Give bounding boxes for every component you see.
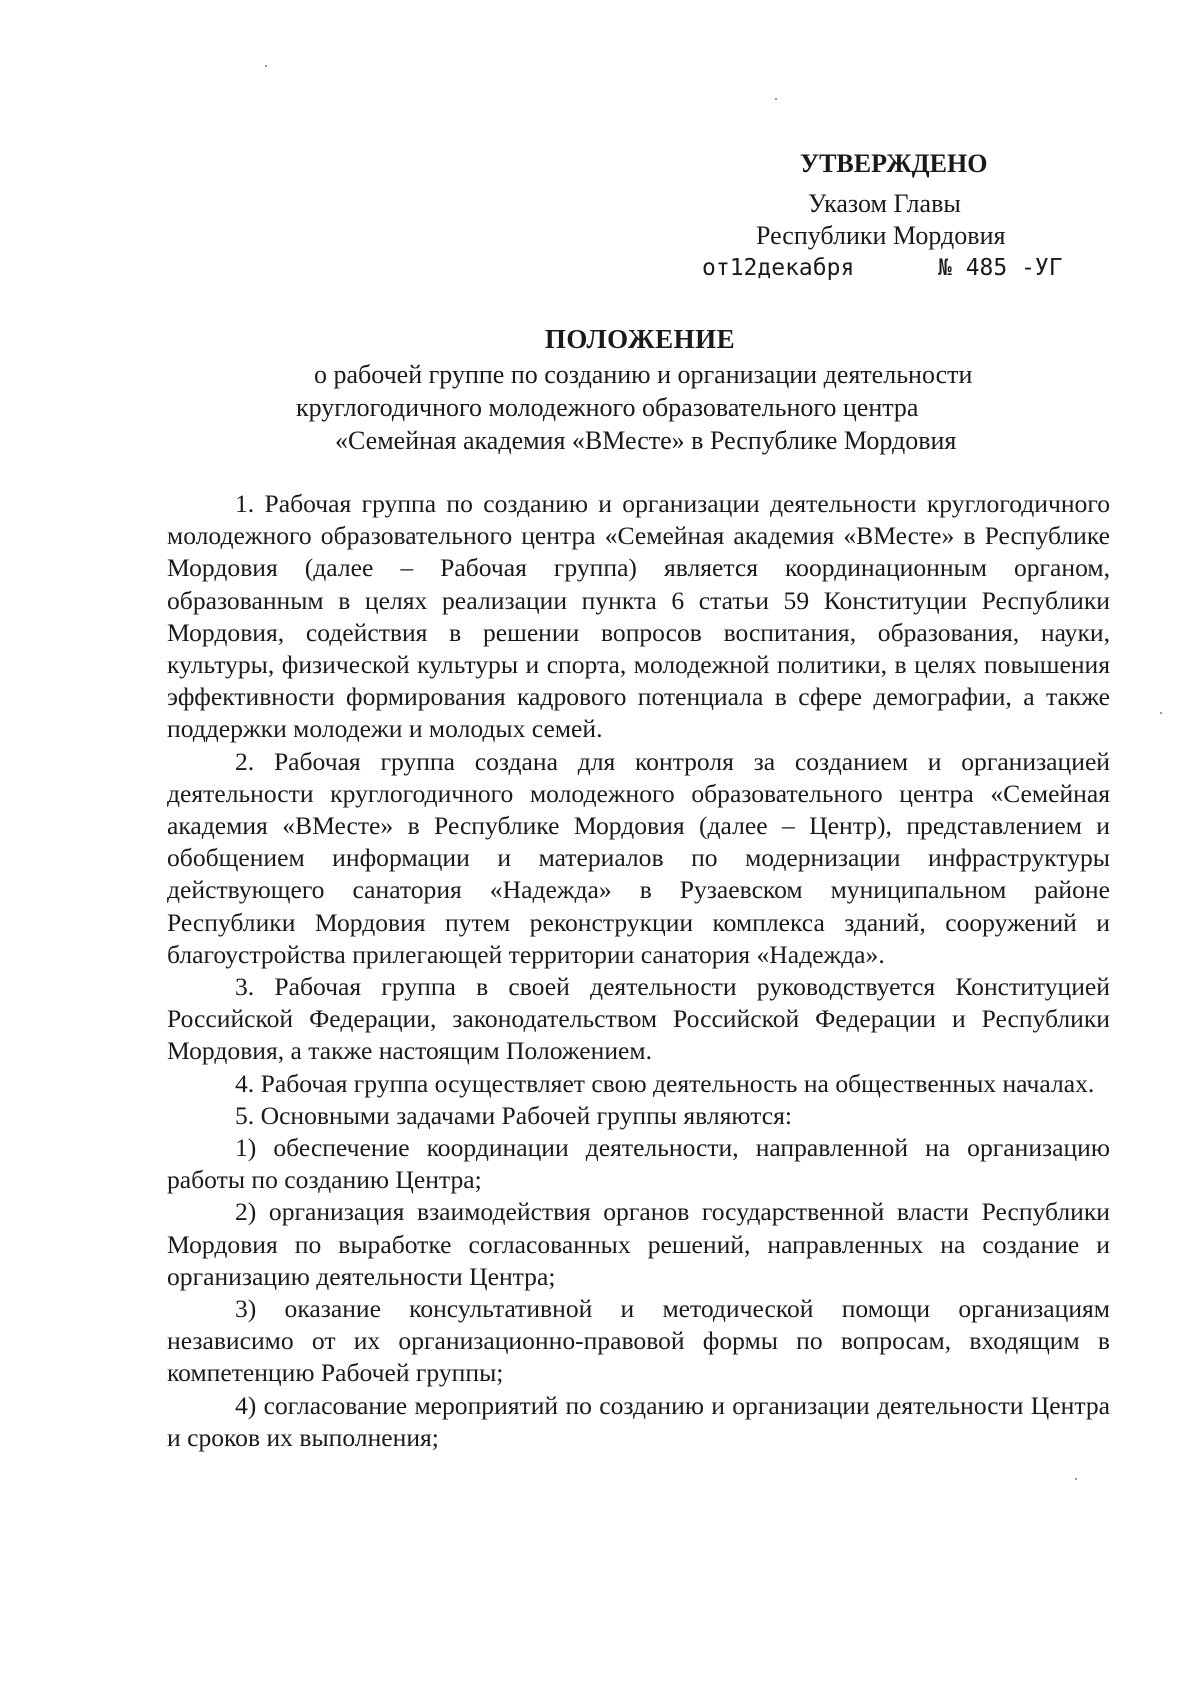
decree-line: Указом Главы [808,189,961,218]
scan-speck [1160,712,1162,714]
decree-number: № 485 -УГ [938,255,1063,281]
task-item-4: 4) согласование мероприятий по созданию и организации деятельности Центра и сроков их выполнения; [167,1390,1110,1452]
task-item-3: 3) оказание консультативной и методической помощи организациям независимо от их организационно-правовой формы по вопросам, входящим в компетенцию Рабочей группы; [167,1294,1110,1388]
paragraph-3: 3. Рабочая группа в своей деятельности руководствуется Конституцией Российской Федерации, законодательством Российской Федерации и Республики Мордовия, а также настоящим Положением. [167,972,1110,1066]
subtitle-line: круглогодичного молодежного образовательного центра [296,393,919,422]
paragraph-1: 1. Рабочая группа по созданию и организации деятельности круглогодичного молодежного образовательного центра «Семейная академия «ВМесте» в Республике Мордовия (далее – Рабочая группа) является координационным органом, образованным в целях реализации пункта 6 статьи 59 Конституции Республики Мордовия, содействия в решении вопросов воспитания, образования, науки, культуры, физической культуры и спорта, молодежной политики, в целях повышения эффективности формирования кадрового потенциала в сфере демографии, а также поддержки молодежи и молодых семей. [167,489,1110,744]
task-item-1: 1) обеспечение координации деятельности, направленной на организацию работы по созданию Центра; [167,1133,1110,1195]
approved-stamp: УТВЕРЖДЕНО [800,149,988,178]
paragraph-2: 2. Рабочая группа создана для контроля за созданием и организацией деятельности круглогодичного молодежного образовательного центра «Семейная академия «ВМесте» в Республике Мордовия (далее – Центр), представлением и обобщением информации и материалов по модернизации инфраструктуры действующего санатория «Надежда» в Рузаевском муниципальном районе Республики Мордовия путем реконструкции комплекса зданий, сооружений и благоустройства прилегающей территории санатория «Надежда». [167,746,1110,969]
scan-speck [1075,1478,1077,1480]
subtitle-line: о рабочей группе по созданию и организации деятельности [314,360,973,389]
republic-line: Республики Мордовия [756,221,1006,250]
decree-date: от12декабря [702,255,855,281]
scan-speck [775,98,777,100]
paragraph-4: 4. Рабочая группа осуществляет свою деятельность на общественных началах. [235,1068,1095,1098]
subtitle-line: «Семейная академия «ВМесте» в Республике Мордовия [335,426,957,455]
scan-speck [265,65,267,67]
task-item-2: 2) организация взаимодействия органов государственной власти Республики Мордовия по выработке согласованных решений, направленных на создание и организацию деятельности Центра; [167,1197,1110,1291]
document-body [167,488,1110,1454]
date-number-line [702,252,1063,284]
paragraph-5: 5. Основными задачами Рабочей группы являются: [235,1100,792,1130]
document-title: ПОЛОЖЕНИЕ [544,324,736,354]
